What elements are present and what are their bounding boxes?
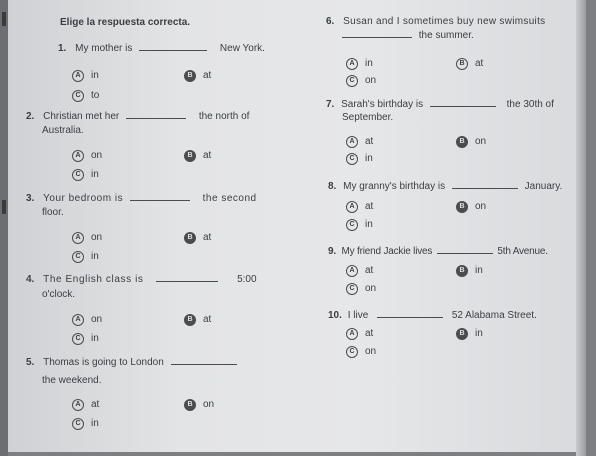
question-text-end: the north of [198, 111, 250, 122]
option-label: in [475, 328, 483, 339]
question-6 [326, 15, 545, 29]
option-label: on [475, 201, 487, 212]
question-10 [328, 309, 537, 323]
option-label: at [365, 201, 374, 212]
worksheet-page [8, 0, 586, 452]
option-label: in [365, 153, 373, 164]
option-letter-circle: A [72, 70, 84, 82]
option-letter-circle: A [346, 201, 358, 213]
option-label: on [91, 150, 103, 161]
instruction-heading: Elige la respuesta correcta. [60, 17, 191, 28]
option-letter-circle: B [456, 328, 468, 340]
option-b[interactable] [184, 232, 211, 245]
question-3-line2: floor. [42, 207, 64, 218]
option-letter-circle: B [184, 399, 196, 411]
question-number: 10. [328, 310, 342, 321]
option-b[interactable] [456, 58, 483, 71]
option-letter-circle: A [346, 328, 358, 340]
question-number: 4. [26, 274, 35, 285]
option-letter-circle: A [72, 399, 84, 411]
question-text: The English class is [43, 274, 144, 285]
question-9 [328, 245, 548, 259]
question-text: My granny's birthday is [343, 181, 446, 192]
option-letter-circle: C [72, 251, 84, 263]
option-letter-circle: B [456, 265, 468, 277]
option-letter-circle: A [346, 136, 358, 148]
option-c[interactable] [346, 219, 373, 232]
option-letter-circle: B [456, 136, 468, 148]
question-text: My mother is [75, 43, 133, 54]
option-a[interactable] [346, 328, 373, 341]
question-text: I live [347, 310, 369, 321]
question-7-line2: September. [342, 112, 394, 123]
question-text: Susan and I sometimes buy new swimsuits [343, 16, 546, 27]
option-letter-circle: B [456, 201, 468, 213]
answer-blank[interactable] [171, 356, 237, 365]
option-label: at [203, 314, 212, 325]
option-label: at [203, 70, 212, 81]
option-letter-circle: B [184, 70, 196, 82]
question-text: Your bedroom is [43, 193, 124, 204]
option-a[interactable] [346, 136, 373, 149]
option-label: at [91, 399, 100, 410]
option-b[interactable] [456, 265, 483, 278]
question-text-end: the 30th of [506, 99, 554, 110]
option-c[interactable] [72, 333, 99, 346]
option-c[interactable] [72, 418, 99, 431]
answer-blank[interactable] [130, 192, 190, 201]
option-b[interactable] [184, 70, 211, 83]
question-2-line2: Australia. [42, 125, 84, 136]
option-label: on [91, 314, 103, 325]
option-c[interactable] [346, 153, 373, 166]
option-label: in [365, 219, 373, 230]
page-binding-shadow [576, 0, 586, 456]
option-label: in [91, 418, 99, 429]
option-letter-circle: C [346, 75, 358, 87]
option-letter-circle: A [346, 58, 358, 70]
option-c[interactable] [346, 346, 376, 359]
option-label: on [365, 346, 377, 357]
page-edge [0, 0, 8, 456]
question-text-end: New York. [219, 43, 265, 54]
question-2 [26, 110, 249, 124]
option-label: on [365, 75, 377, 86]
option-label: in [91, 333, 99, 344]
option-label: to [91, 90, 100, 101]
question-4-line2: o'clock. [42, 289, 76, 300]
answer-blank[interactable] [156, 273, 218, 282]
option-label: on [91, 232, 103, 243]
option-c[interactable] [72, 251, 99, 264]
option-label: on [475, 136, 487, 147]
option-label: in [91, 70, 99, 81]
question-number: 2. [26, 111, 35, 122]
question-text: Christian met her [43, 111, 120, 122]
answer-blank[interactable] [452, 180, 518, 189]
question-5 [26, 356, 241, 370]
option-label: in [91, 169, 99, 180]
option-letter-circle: B [184, 150, 196, 162]
option-b[interactable] [184, 314, 211, 327]
question-1 [58, 42, 265, 56]
question-text-end: January. [524, 181, 563, 192]
option-c[interactable] [72, 90, 99, 103]
question-number: 6. [326, 16, 335, 27]
question-8 [328, 180, 562, 194]
question-6-line2 [342, 29, 474, 43]
option-c[interactable] [346, 75, 376, 88]
option-a[interactable] [346, 201, 373, 214]
option-letter-circle: C [72, 418, 84, 430]
option-a[interactable] [72, 70, 99, 83]
option-c[interactable] [72, 169, 99, 182]
option-b[interactable] [456, 136, 486, 149]
option-a[interactable] [72, 399, 99, 412]
option-letter-circle: B [456, 58, 468, 70]
question-number: 9. [328, 246, 336, 257]
question-text-end: 5th Avenue. [497, 246, 548, 257]
option-letter-circle: A [72, 232, 84, 244]
option-letter-circle: C [346, 219, 358, 231]
answer-blank[interactable] [342, 29, 412, 38]
option-a[interactable] [72, 232, 102, 245]
option-a[interactable] [72, 150, 102, 163]
option-label: at [203, 150, 212, 161]
option-label: at [365, 328, 374, 339]
option-b[interactable] [456, 328, 483, 341]
question-text-end: the second [202, 193, 257, 204]
option-b[interactable] [456, 201, 486, 214]
answer-blank[interactable] [430, 98, 496, 107]
question-number: 3. [26, 193, 35, 204]
answer-blank[interactable] [139, 42, 207, 51]
option-letter-circle: C [346, 346, 358, 358]
answer-blank[interactable] [437, 245, 493, 254]
binding-slot [2, 12, 6, 26]
question-number: 5. [26, 357, 35, 368]
option-label: at [365, 136, 374, 147]
question-text: Thomas is going to London [43, 357, 164, 368]
question-number: 1. [58, 43, 67, 54]
question-text-end: 52 Alabama Street. [451, 310, 537, 321]
answer-blank[interactable] [377, 309, 443, 318]
option-label: at [203, 232, 212, 243]
option-letter-circle: C [72, 333, 84, 345]
answer-blank[interactable] [126, 110, 186, 119]
option-c[interactable] [346, 283, 376, 296]
binding-slot [2, 200, 6, 214]
option-letter-circle: C [346, 283, 358, 295]
option-b[interactable] [184, 399, 214, 412]
question-text: My friend Jackie lives [341, 246, 433, 257]
option-a[interactable] [72, 314, 102, 327]
question-number: 7. [326, 99, 335, 110]
option-letter-circle: A [72, 150, 84, 162]
option-letter-circle: C [346, 153, 358, 165]
option-label: at [365, 265, 374, 276]
option-label: in [475, 265, 483, 276]
option-letter-circle: B [184, 314, 196, 326]
question-text: Sarah's birthday is [341, 99, 424, 110]
question-text-end: 5:00 [237, 274, 257, 285]
option-letter-circle: A [72, 314, 84, 326]
question-7 [326, 98, 554, 112]
option-label: on [365, 283, 377, 294]
option-a[interactable] [346, 58, 373, 71]
option-letter-circle: C [72, 169, 84, 181]
question-5-line2: the weekend. [42, 375, 102, 386]
question-4 [26, 273, 257, 287]
option-label: in [91, 251, 99, 262]
option-letter-circle: C [72, 90, 84, 102]
question-number: 8. [328, 181, 337, 192]
option-b[interactable] [184, 150, 211, 163]
option-a[interactable] [346, 265, 373, 278]
option-label: in [365, 58, 373, 69]
option-label: on [203, 399, 215, 410]
option-letter-circle: B [184, 232, 196, 244]
option-letter-circle: A [346, 265, 358, 277]
question-text-end: the summer. [418, 30, 474, 41]
option-label: at [475, 58, 484, 69]
question-3 [26, 192, 257, 206]
